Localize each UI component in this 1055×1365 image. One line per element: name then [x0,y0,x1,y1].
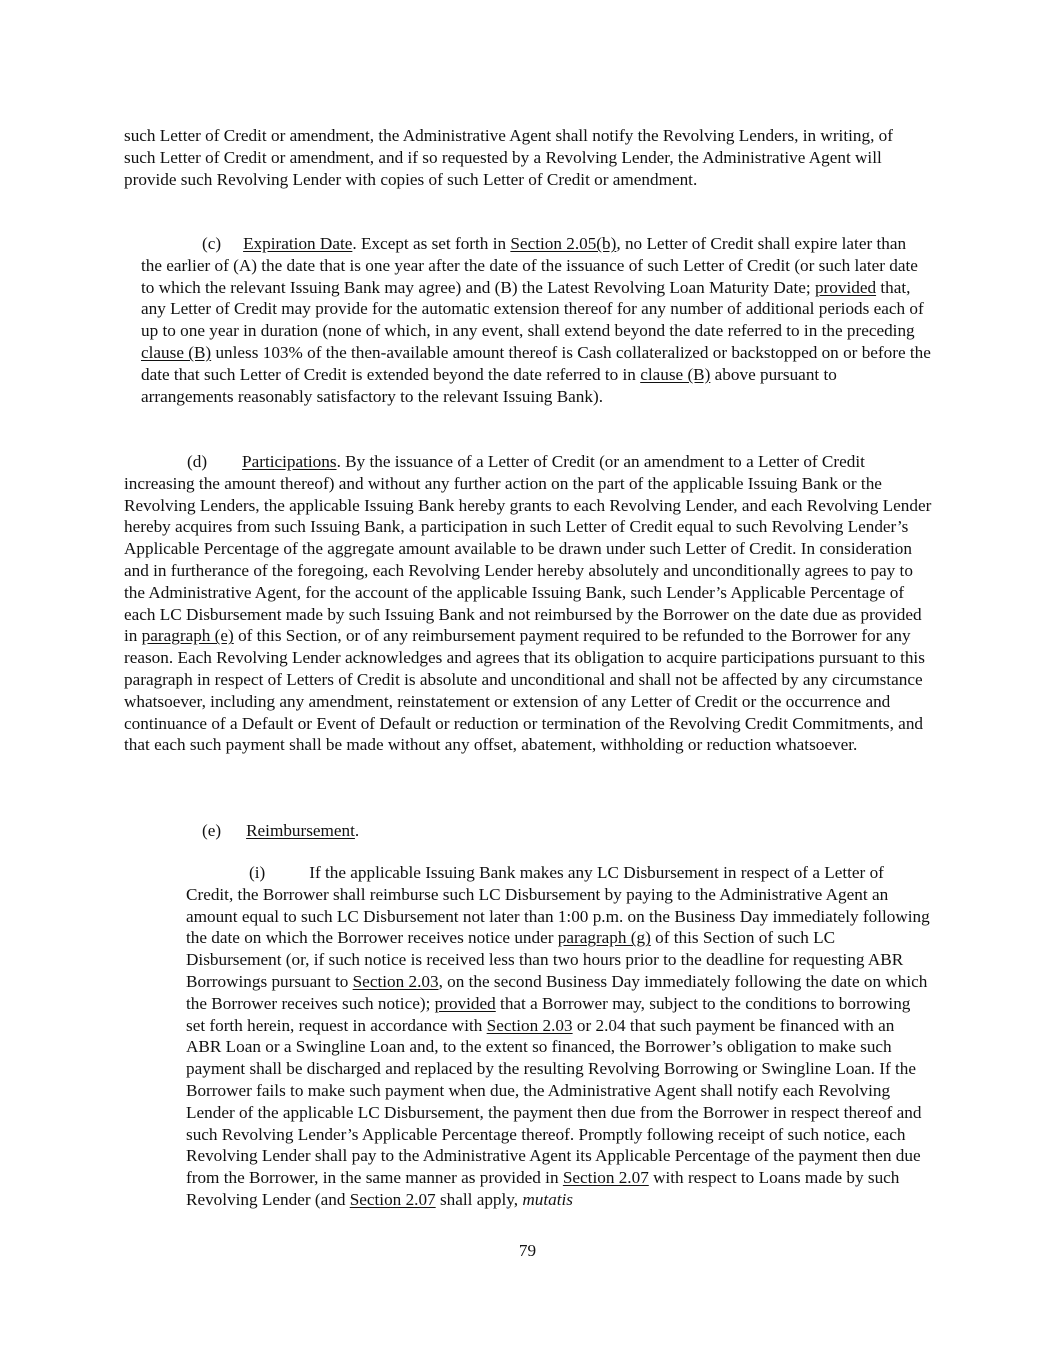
provided-term: provided [814,277,877,297]
section-ref-link: Section 2.03 [352,971,439,991]
section-e-label: (e) [202,821,222,840]
text-run: or 2.04 that such payment be financed with an ABR Loan or a Swingline Loan and, to the extent so financed, the Borrower’s obligation to make such payment shall be discharged and replaced by the resulting Revolving Borrowing or Swingline Loan. If the Borrower fails to make such payment when due, the Administrative Agent shall notify each Revolving Lender of the applicable LC Disbursement, the payment then due from the Borrower in respect thereof and such Revolving Lender’s Applicable Percentage thereof. Promptly following receipt of such notice, each Revolving Lender shall pay to the Administrative Agent its Applicable Percentage of the payment then due from the Borrower, in the same manner as provided in [186,1015,922,1188]
text-run: . By the issuance of a Letter of Credit (or an amendment to a Letter of Credit increasing the amount thereof) and without any further action on the part of the applicable Issuing Bank or the Revolving Lenders, the applicable Issuing Bank hereby grants to each Revolving Lender, and each Revolving Lender hereby acquires from such Issuing Bank, a participation in such Letter of Credit equal to such Revolving Lender’s Applicable Percentage of the aggregate amount available to be drawn under such Letter of Credit. In consideration and in furtherance of the foregoing, each Revolving Lender hereby absolutely and unconditionally agrees to pay to the Administrative Agent, for the account of the applicable Issuing Bank, such Lender’s Applicable Percentage of each LC Disbursement made by such Issuing Bank and not reimbursed by the Borrower on the date due as provided in [124,452,932,646]
text-run: If the applicable Issuing Bank makes any LC Disbursement in respect of a Letter of Credit, the Borrower shall reimburse such LC Disbursement by paying to the Administrative Agent an amount equal to such LC Disbursement not later than 1:00 p.m. on the Business Day immediately following the date on which the Borrower receives notice under [186,863,930,948]
section-e-i-paragraph [186,862,930,1211]
paragraph-ref-link: paragraph (e) [141,626,234,646]
section-c-paragraph [141,233,931,407]
section-e-heading-line [202,820,702,842]
text-run: , no Letter of Credit shall expire later than the earlier of (A) the date that is one year after the date of the issuance of such Letter of Credit (or such later date to which the relevant Issuing Bank may agree) and (B) the Latest Revolving Loan Maturity Date; [141,234,918,297]
section-ref-link: Section 2.07 [349,1189,436,1209]
text-run: unless 103% of the then-available amount thereof is Cash collateralized or backstopped on or before the date that such Letter of Credit is extended beyond the date referred to in [141,342,931,384]
section-d-label: (d) [187,452,208,471]
page-number: 79 [518,1241,537,1260]
section-d-paragraph [124,451,932,756]
clause-ref-link: clause (B) [640,364,711,384]
section-c-heading: Expiration Date [243,234,353,253]
text-run: with respect to Loans made by such Revolving Lender (and [186,1168,900,1209]
section-ref-link: Section 2.05(b) [510,234,617,253]
paragraph-ref-link: paragraph (g) [557,928,651,948]
text-run: above pursuant to arrangements reasonably satisfactory to the relevant Issuing Bank). [141,364,837,406]
text-run: of this Section, or of any reimbursement payment required to be refunded to the Borrower for any reason. Each Revolving Lender acknowledges and agrees that its obligation to acquire participations pursuant to this paragraph in respect of Letters of Credit is absolute and unconditional and shall not be affected by any circumstance whatsoever, including any amendment, reinstatement or extension of any Letter of Credit or the occurrence and continuance of a Default or Event of Default or reduction or termination of the Revolving Credit Commitments, and that each such payment shall be made without any offset, abatement, withholding or reduction whatsoever. [124,626,925,755]
text-run: . [354,821,360,840]
text-run: that a Borrower may, subject to the conditions to borrowing set forth herein, request in accordance with [186,993,911,1035]
continuation-paragraph: such Letter of Credit or amendment, the Administrative Agent shall notify the Revolving Lenders, in writing, of such Letter of Credit or amendment, and if so requested by a Revolving Lender, the Administrative Agent will provide such Revolving Lender with copies of such Letter of Credit or amendment. [124,126,893,189]
section-d-heading: Participations [242,452,337,471]
latin-term: mutatis [522,1189,573,1209]
clause-ref-link: clause (B) [141,342,212,362]
text-run: of this Section of such LC Disbursement (or, if such notice is received less than two hours prior to the deadline for requesting ABR Borrowings pursuant to [186,928,904,991]
section-ref-link: Section 2.03 [486,1015,573,1035]
text-run: . Except as set forth in [352,234,511,253]
section-c-label: (c) [202,234,222,253]
text-run: shall apply, [435,1189,523,1209]
text-run: that, any Letter of Credit may provide for the automatic extension thereof for any number of additional periods each of up to one year in duration (none of which, in any event, shall extend beyond the date referred to in the preceding [141,277,924,341]
section-ref-link: Section 2.07 [562,1168,649,1188]
section-e-heading: Reimbursement [246,821,355,840]
section-e-i-label: (i) [249,863,266,882]
provided-term: provided [434,993,496,1013]
text-run: , on the second Business Day immediately following the date on which the Borrower receives such notice); [186,971,928,1013]
